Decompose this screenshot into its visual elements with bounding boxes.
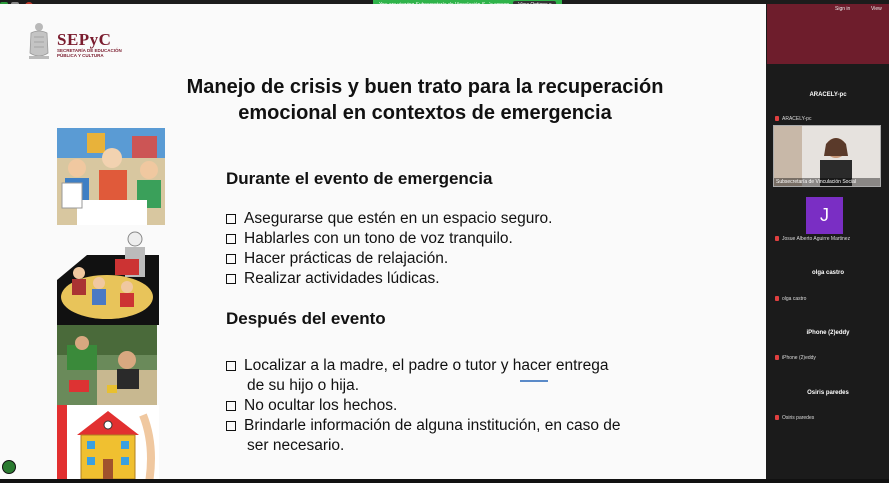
checkbox-bullet-icon bbox=[226, 214, 236, 224]
slide-title-line1: Manejo de crisis y buen trato para la recuperación bbox=[186, 76, 664, 98]
muted-mic-icon bbox=[775, 116, 779, 121]
participant-label: Josue Alberto Aguirre Martinez bbox=[775, 236, 850, 242]
checkbox-bullet-icon bbox=[226, 254, 236, 264]
muted-mic-icon bbox=[775, 296, 779, 301]
muted-mic-icon bbox=[775, 355, 779, 360]
panel-header-background bbox=[767, 4, 889, 64]
storytelling-illustration bbox=[57, 225, 159, 325]
participant-title: Osiris paredes bbox=[807, 390, 849, 396]
participant-video[interactable] bbox=[773, 125, 881, 187]
checkbox-bullet-icon bbox=[226, 234, 236, 244]
shared-slide bbox=[0, 4, 766, 479]
list-item: Asegurarse que estén en un espacio seguro. bbox=[226, 209, 553, 229]
muted-mic-icon bbox=[775, 236, 779, 241]
section-during-heading: Durante el evento de emergencia bbox=[226, 169, 493, 188]
participant-label: ARACELY-pc bbox=[775, 116, 811, 122]
logo-subtitle: SECRETARÍA DE EDUCACIÓN PÚBLICA Y CULTURA bbox=[57, 48, 122, 58]
checkbox-bullet-icon bbox=[226, 274, 236, 284]
list-item: Realizar actividades lúdicas. bbox=[226, 269, 440, 289]
annotate-pen-icon[interactable] bbox=[2, 460, 16, 474]
list-item: Hacer prácticas de relajación. bbox=[226, 249, 448, 269]
participant-title: iPhone (2)eddy bbox=[806, 330, 850, 336]
sign-in-link[interactable]: Sign in bbox=[835, 6, 851, 12]
list-item: Brindarle información de alguna institución, en caso de ser necesario. bbox=[226, 416, 621, 456]
checkbox-bullet-icon bbox=[226, 401, 236, 411]
school-building-illustration bbox=[57, 405, 159, 479]
slide-title bbox=[120, 74, 730, 126]
video-name-label: Subsecretaría de Vinculación Social bbox=[774, 178, 880, 186]
sepyc-seal-icon bbox=[26, 17, 52, 61]
muted-mic-icon bbox=[775, 415, 779, 420]
logo-name: SEPyC bbox=[57, 30, 112, 49]
list-item: No ocultar los hechos. bbox=[226, 396, 397, 416]
list-item: Hablarles con un tono de voz tranquilo. bbox=[226, 229, 513, 249]
checkbox-bullet-icon bbox=[226, 421, 236, 431]
participant-label: olga castro bbox=[775, 296, 806, 302]
list-item: Localizar a la madre, el padre o tutor y hacer entrega de su hijo o hija. bbox=[226, 356, 608, 396]
bottom-bar bbox=[0, 479, 889, 483]
view-button[interactable]: View bbox=[871, 6, 882, 12]
slide-title-line2: emocional en contextos de emergencia bbox=[238, 102, 612, 124]
section-after-heading: Después del evento bbox=[226, 309, 386, 328]
participant-title: olga castro bbox=[811, 270, 844, 276]
participant-label: iPhone (2)eddy bbox=[775, 355, 816, 361]
classroom-activity-image bbox=[57, 325, 157, 405]
avatar: J bbox=[806, 197, 843, 234]
participant-title: ARACELY-pc bbox=[809, 92, 847, 98]
participants-panel bbox=[767, 4, 889, 479]
children-drawing-image bbox=[57, 128, 165, 225]
text-cursor-underline bbox=[520, 380, 548, 382]
participant-label: Osiris paredes bbox=[775, 415, 814, 421]
checkbox-bullet-icon bbox=[226, 361, 236, 371]
